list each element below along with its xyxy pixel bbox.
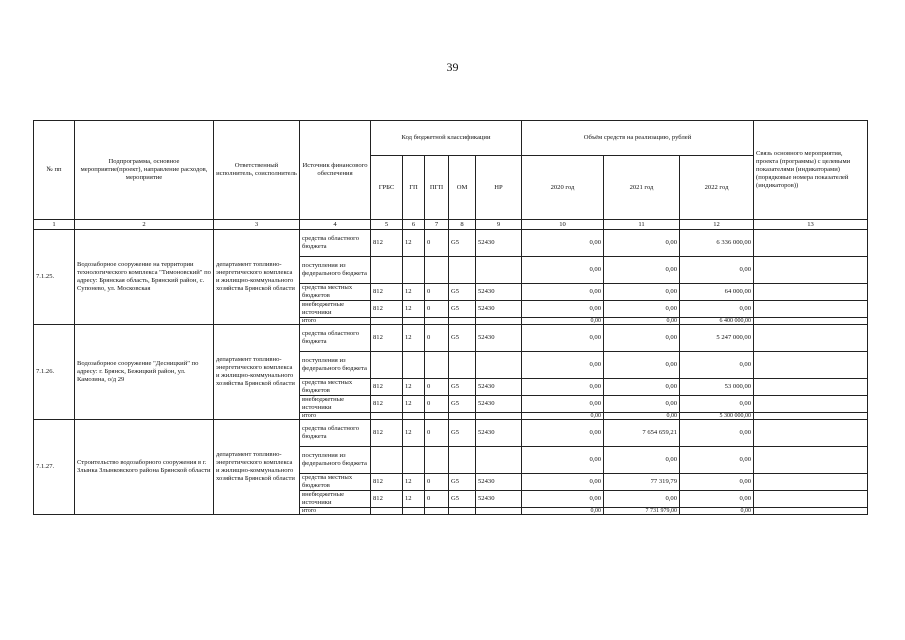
link-cell [754,318,868,325]
nr-cell: 52430 [476,379,522,396]
total-label: итого [300,413,371,420]
total-code-cell [449,508,476,515]
table-body [34,230,868,515]
header-om: ОМ [449,156,476,220]
nr-cell: 52430 [476,301,522,318]
entry-number: 7.1.25. [34,230,75,325]
total-code-cell [371,318,403,325]
gp-cell [403,257,425,284]
nr-cell: 52430 [476,230,522,257]
grbs-cell [371,352,403,379]
pgp-cell: 0 [425,325,449,352]
header-executor: Ответственный исполнитель, соисполнитель [214,121,300,220]
value-2022: 0,00 [680,447,754,474]
page-number: 39 [446,60,459,74]
total-2020: 0,00 [522,318,604,325]
grbs-cell [371,257,403,284]
entry-name: Водозаборное сооружение "Десницкий" по адресу: г. Брянск, Бежицкий район, ул. Камозина, о/д 29 [75,325,214,420]
funding-source: внебюджетные источники [300,491,371,508]
entry-executor: департамент топливно-энергетического комплекса и жилищно-коммунального хозяйства Брянской области [214,420,300,515]
value-2021: 0,00 [604,230,680,257]
total-code-cell [403,318,425,325]
value-2020: 0,00 [522,325,604,352]
total-code-cell [449,413,476,420]
funding-source: средства местных бюджетов [300,284,371,301]
nr-cell [476,257,522,284]
value-2020: 0,00 [522,301,604,318]
value-2022: 0,00 [680,474,754,491]
value-2021: 0,00 [604,447,680,474]
funding-source: средства областного бюджета [300,325,371,352]
pgp-cell: 0 [425,474,449,491]
grbs-cell [371,447,403,474]
funding-source: внебюджетные источники [300,301,371,318]
table-row [34,420,868,447]
gp-cell: 12 [403,396,425,413]
nr-cell: 52430 [476,325,522,352]
header-2022: 2022 год [680,156,754,220]
om-cell: G5 [449,301,476,318]
total-2020: 0,00 [522,413,604,420]
om-cell [449,447,476,474]
value-2021: 0,00 [604,257,680,284]
link-cell [754,352,868,379]
grbs-cell: 812 [371,396,403,413]
total-code-cell [449,318,476,325]
value-2021: 0,00 [604,284,680,301]
total-code-cell [371,413,403,420]
gp-cell: 12 [403,491,425,508]
entry-name: Строительство водозаборного сооружения в г. Злынка Злынковского района Брянской области [75,420,214,515]
link-cell [754,257,868,284]
link-cell [754,413,868,420]
header-nr: НР [476,156,522,220]
link-cell [754,230,868,257]
link-cell [754,396,868,413]
total-2022: 6 400 000,00 [680,318,754,325]
funding-source: средства областного бюджета [300,230,371,257]
value-2022: 6 336 000,00 [680,230,754,257]
total-code-cell [403,413,425,420]
value-2021: 0,00 [604,396,680,413]
table-row [34,230,868,257]
col-number: 11 [604,220,680,230]
value-2021: 0,00 [604,325,680,352]
header-link: Связь основного мероприятия, проекта (программы) с целевыми показателями (индикаторами) (порядковые номера показателей (индикаторов)) [754,121,868,220]
col-number: 7 [425,220,449,230]
nr-cell [476,352,522,379]
value-2020: 0,00 [522,396,604,413]
col-number: 3 [214,220,300,230]
value-2020: 0,00 [522,474,604,491]
value-2022: 0,00 [680,257,754,284]
gp-cell [403,447,425,474]
pgp-cell: 0 [425,379,449,396]
om-cell [449,352,476,379]
link-cell [754,284,868,301]
om-cell: G5 [449,491,476,508]
om-cell: G5 [449,284,476,301]
header-gp: ГП [403,156,425,220]
total-2021: 7 731 979,00 [604,508,680,515]
entry-number: 7.1.27. [34,420,75,515]
nr-cell [476,447,522,474]
om-cell: G5 [449,396,476,413]
header-pgp: ПГП [425,156,449,220]
value-2022: 0,00 [680,352,754,379]
pgp-cell [425,447,449,474]
total-2020: 0,00 [522,508,604,515]
om-cell: G5 [449,420,476,447]
grbs-cell: 812 [371,325,403,352]
total-label: итого [300,508,371,515]
gp-cell [403,352,425,379]
header-2020: 2020 год [522,156,604,220]
value-2022: 64 000,00 [680,284,754,301]
value-2021: 0,00 [604,301,680,318]
grbs-cell: 812 [371,420,403,447]
value-2022: 0,00 [680,420,754,447]
value-2022: 5 247 000,00 [680,325,754,352]
gp-cell: 12 [403,325,425,352]
col-number: 4 [300,220,371,230]
header-no: № пп [34,121,75,220]
col-number: 5 [371,220,403,230]
col-number: 12 [680,220,754,230]
funding-source: средства областного бюджета [300,420,371,447]
value-2020: 0,00 [522,352,604,379]
om-cell: G5 [449,230,476,257]
pgp-cell: 0 [425,491,449,508]
gp-cell: 12 [403,230,425,257]
om-cell: G5 [449,379,476,396]
link-cell [754,379,868,396]
pgp-cell: 0 [425,230,449,257]
funding-source: поступления из федерального бюджета [300,257,371,284]
col-number: 9 [476,220,522,230]
gp-cell: 12 [403,301,425,318]
total-2022: 0,00 [680,508,754,515]
total-code-cell [403,508,425,515]
value-2021: 0,00 [604,379,680,396]
header-source: Источник финансового обеспечения [300,121,371,220]
value-2021: 0,00 [604,491,680,508]
entry-number: 7.1.26. [34,325,75,420]
funding-source: поступления из федерального бюджета [300,447,371,474]
nr-cell: 52430 [476,491,522,508]
value-2020: 0,00 [522,230,604,257]
total-code-cell [371,508,403,515]
total-code-cell [425,508,449,515]
om-cell: G5 [449,474,476,491]
value-2020: 0,00 [522,491,604,508]
col-number: 8 [449,220,476,230]
funding-source: средства местных бюджетов [300,474,371,491]
pgp-cell: 0 [425,284,449,301]
om-cell [449,257,476,284]
total-code-cell [476,508,522,515]
grbs-cell: 812 [371,474,403,491]
value-2022: 0,00 [680,301,754,318]
link-cell [754,508,868,515]
value-2021: 0,00 [604,352,680,379]
pgp-cell: 0 [425,301,449,318]
col-number: 1 [34,220,75,230]
value-2020: 0,00 [522,284,604,301]
entry-executor: департамент топливно-энергетического комплекса и жилищно-коммунального хозяйства Брянской области [214,230,300,325]
nr-cell: 52430 [476,284,522,301]
total-2021: 0,00 [604,413,680,420]
value-2022: 0,00 [680,491,754,508]
gp-cell: 12 [403,474,425,491]
budget-table [33,120,868,515]
header-grbs: ГРБС [371,156,403,220]
total-label: итого [300,318,371,325]
pgp-cell: 0 [425,396,449,413]
table-header [34,121,868,230]
value-2020: 0,00 [522,420,604,447]
header-2021: 2021 год [604,156,680,220]
col-number: 10 [522,220,604,230]
total-2021: 0,00 [604,318,680,325]
total-code-cell [476,318,522,325]
value-2020: 0,00 [522,379,604,396]
value-2022: 0,00 [680,396,754,413]
header-program: Подпрограмма, основное мероприятие(проект), направление расходов, мероприятие [75,121,214,220]
grbs-cell: 812 [371,230,403,257]
col-number: 13 [754,220,868,230]
total-code-cell [425,318,449,325]
value-2020: 0,00 [522,257,604,284]
entry-name: Водозаборное сооружение на территории технологического комплекса "Тимоновский" по адресу: Брянская область, Брянский район, с. Супонево, ул. Московская [75,230,214,325]
nr-cell: 52430 [476,396,522,413]
pgp-cell: 0 [425,420,449,447]
total-code-cell [425,413,449,420]
gp-cell: 12 [403,420,425,447]
link-cell [754,301,868,318]
funding-source: внебюджетные источники [300,396,371,413]
gp-cell: 12 [403,379,425,396]
gp-cell: 12 [403,284,425,301]
header-volume: Объём средств на реализацию, рублей [522,121,754,156]
entry-executor: департамент топливно-энергетического комплекса и жилищно-коммунального хозяйства Брянской области [214,325,300,420]
value-2021: 7 654 659,21 [604,420,680,447]
header-budget-code: Код бюджетной классификации [371,121,522,156]
grbs-cell: 812 [371,284,403,301]
value-2020: 0,00 [522,447,604,474]
nr-cell: 52430 [476,474,522,491]
column-number-row [34,220,868,230]
link-cell [754,447,868,474]
nr-cell: 52430 [476,420,522,447]
total-code-cell [476,413,522,420]
link-cell [754,420,868,447]
pgp-cell [425,352,449,379]
grbs-cell: 812 [371,301,403,318]
om-cell: G5 [449,325,476,352]
table-row [34,325,868,352]
col-number: 6 [403,220,425,230]
link-cell [754,474,868,491]
col-number: 2 [75,220,214,230]
value-2021: 77 319,79 [604,474,680,491]
grbs-cell: 812 [371,379,403,396]
value-2022: 53 000,00 [680,379,754,396]
funding-source: средства местных бюджетов [300,379,371,396]
total-2022: 5 300 000,00 [680,413,754,420]
grbs-cell: 812 [371,491,403,508]
link-cell [754,325,868,352]
pgp-cell [425,257,449,284]
link-cell [754,491,868,508]
funding-source: поступления из федерального бюджета [300,352,371,379]
